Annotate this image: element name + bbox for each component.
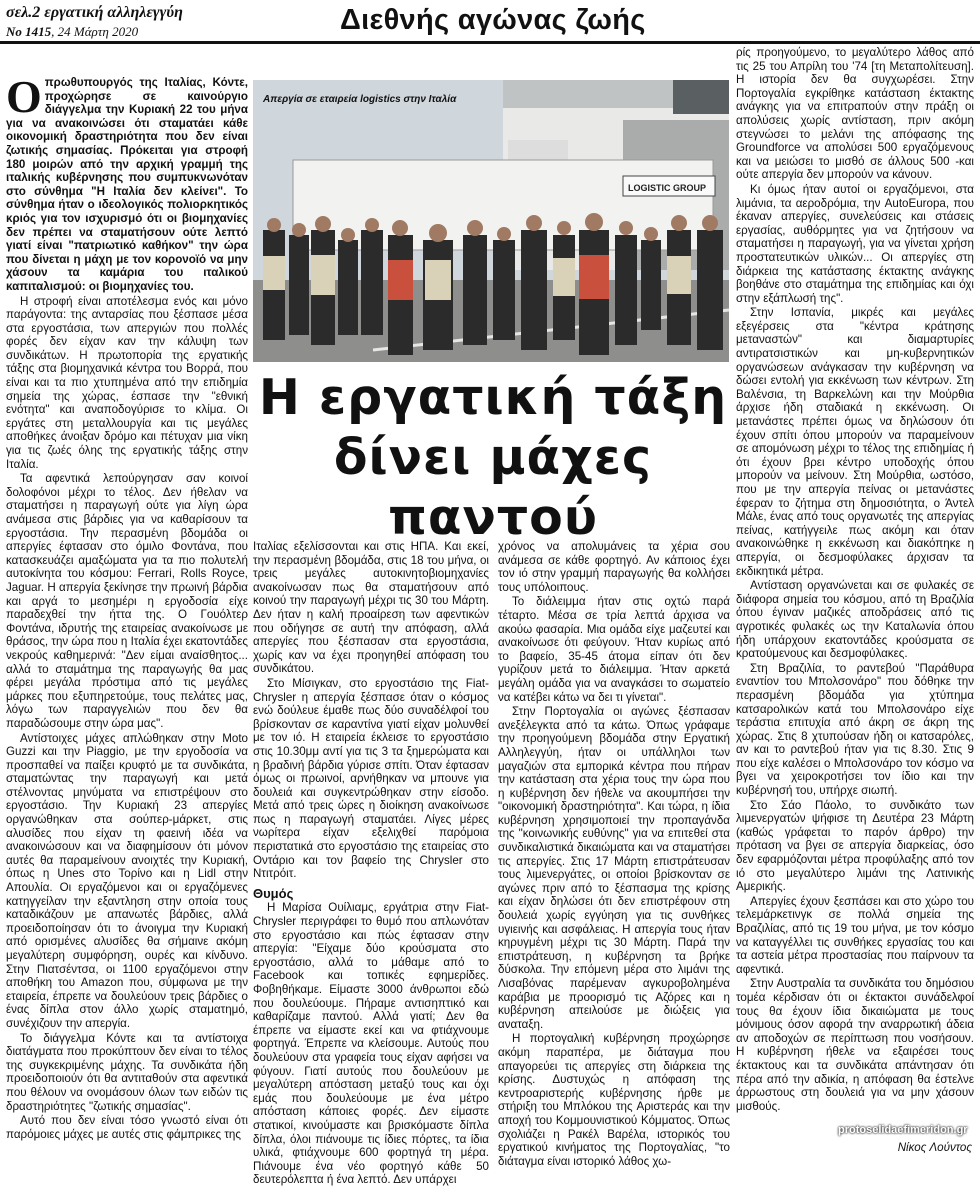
issue-date: , 24 Μάρτη 2020 bbox=[51, 24, 139, 39]
paragraph: Ιταλίας εξελίσσονται και στις ΗΠΑ. Και εκεί, την περασμένη βδομάδα, στις 18 του μήνα, οι τρεις μεγάλες αυτοκινητοβιομηχανίες ανακοίνωσαν πως θα σταματήσουν από κοινού την παραγωγή μέχρι τις 30 του Μάρτη. Δεν ήταν η καλή προαίρεση των αφεντικών που οδήγησε σε αυτή την απόφαση, αλλά απεργίες που ξέσπασαν στα εργοστάσια, χωρίς καν να έχει προηγηθεί απόφαση του συνδικάτου. bbox=[253, 540, 489, 676]
paragraph: Στο Σάο Πάολο, το συνδικάτο των λιμενεργατών ψήφισε τη Δευτέρα 23 Μάρτη (καθώς γράφεται το παρόν άρθρο) την πρόταση να βγει σε απεργία διαρκείας, όσο δεν εφαρμόζονται μέτρα προφύλαξης από τον ιό στο μεγαλύτερο λιμάνι της Λατινικής Αμερικής. bbox=[736, 798, 974, 894]
paragraph: Η στροφή είναι αποτέλεσμα ενός και μόνο παράγοντα: της ανταρσίας που ξέσπασε μέσα στα εργοστάσια, των απεργιών που πολλές φορές δεν είχαν καν την κάλυψη των συνδικάτων. Η πρωτοπορία της εργατικής τάξης στα βιομηχανικά κέντρα του Βορρά, που είναι και τα πιο χτυπημένα από την επιδημία σημεία της χώρας, έσπασε την "εθνική ενότητα" και αναποδογύρισε το κλίμα. Οι εργάτες στη μεταλλουργία και τις μεγάλες αποθήκες άνοιξαν δρόμο και πέτυχαν μια νίκη για τις ζωές όλης της εργατικής τάξης στην Ιταλία. bbox=[6, 294, 248, 471]
paragraph: χρόνος να απολυμάνεις τα χέρια σου ανάμεσα σε κάθε φορτηγό. Αν κάποιος έχει τον ιό στην γραμμή παραγωγής θα κολλήσει τους υπόλοιπους. bbox=[498, 540, 730, 594]
drop-cap: Ο bbox=[6, 71, 42, 122]
section-title: Διεθνής αγώνας ζωής bbox=[340, 4, 646, 36]
article-column-3 bbox=[498, 540, 730, 1168]
page-number: σελ.2 bbox=[6, 4, 41, 21]
article-photo bbox=[253, 80, 729, 362]
paragraph: Η Μαρίσα Ουίλιαμς, εργάτρια στην Fiat-Chrysler περιγράφει το θυμό που απλωνόταν στο εργοστάσιο και πώς έφτασαν στην απεργία: "Είχαμε δύο κρούσματα στο εργοστάσιο, αλλά το μάθαμε από το Facebook και τοπικές εφημερίδες. Φοβηθήκαμε. Είμαστε 3000 άνθρωποι εδώ που δουλεύουμε. Πήραμε αντισηπτικό και καθαρίζαμε παντού. Αλλά γιατί; Δεν θα έπρεπε να είμαστε εκεί και να φτιάχνουμε φορτηγά. Έπρεπε να κλείσουμε. Αυτούς που δουλεύουν στα γραφεία τους είχαν αφήσει να φύγουν. Γιατί αυτούς που δουλεύουν με μεγαλύτερη απόσταση μεταξύ τους και όχι εμάς που δουλεύουμε με ένα μέτρο απόσταση κάποιες φορές. Δεν είμαστε στατικοί, κινούμαστε και βρισκόμαστε δίπλα δίπλα, όλοι πιάνουμε τις ίδιες πόρτες, τα ίδια υλικά, φτιάχνουμε 600 φορτηγά τη μέρα. Πιάνουμε ένα νέο φορτηγό κάθε 50 δευτερόλεπτα ή ένα λεπτό. Δεν υπάρχει bbox=[253, 901, 489, 1187]
paragraph: Τα αφεντικά λεπούργησαν σαν κοινοί δολοφόνοι μέχρι το τέλος. Δεν ήθελαν να σταματήσει η παραγωγή ούτε για λίγη ώρα ανάμεσα στις βάρδιες για να καθαρίσουν τα εργοστάσια. Την περασμένη βδομάδα οι απεργίες έφτασαν στο όμιλο Φοντάνα, που κατασκευάζει αμαξώματα για τα πιο πολυτελή αυτοκίνητα του κόσμου: Ferrari, Rolls Royce, Jaguar. Η απεργία ξεκίνησε την πρωινή βάρδια και αργά το μεσημέρι η εργοδοσία είχε παραδεχθεί την ήττα της. Ο Γουόλτερ Φοντάνα, ιδρυτής της εταιρείας ανακοίνωσε με θράσος, την ώρα που η Ιταλία έχει εκατοντάδες νεκρούς καθημερινά: "Δεν είμαι αναίσθητος... αλλά το σταμάτημα της παραγωγής θα μας φέρει μεγάλα πρόστιμα από τις μεγάλες μάρκες που εξυπηρετούμε, τους πελάτες μας, λόγω των παραγγελιών που δεν θα παραδώσουμε στην ώρα μας". bbox=[6, 472, 248, 730]
watermark: protoselidaefimeridon.gr bbox=[838, 1124, 968, 1136]
article-column-2 bbox=[253, 540, 489, 1187]
paragraph: Στην Πορτογαλία οι αγώνες ξέσπασαν ανεξέλεγκτα από τα κάτω. Όπως γράφαμε την προηγούμενη βδομάδα στην Εργατική Αλληλεγγύη, ήταν οι υπάλληλοι των μαγαζιών στα εμπορικά κέντρα που πήραν την κατάσταση στα χέρια τους την ώρα που η κυβέρνηση δεν ήθελε να ακουμπήσει την "οικονομική δραστηριότητα". Και τώρα, η ίδια κυβέρνηση χρησιμοποιεί την προπαγάνδα της "κοινωνικής ευθύνης" για να επιτεθεί στα συνδικαλιστικά δικαιώματα και να σταματήσει τις απεργίες. Στις 17 Μάρτη επιστράτευσαν τους λιμενεργάτες, οι οποίοι βρίσκονταν σε αγώνες πριν από το ξέσπασμα της κρίσης και είχαν δηλώσει ότι δεν επιστρέφουν στη δουλειά χωρίς εγγύηση για τις συνθήκες υγιεινής και ασφάλειας. Η απεργία τους ήταν κηρυγμένη μέχρι τις 30 Μάρτη. Παρά την επιστράτευση, η κυβέρνηση τα βρήκε δύσκολα. Την επόμενη μέρα στο λιμάνι της Λισαβόνας παρέμεναν αγκυροβολημένα καράβια με προορισμό τις Αζόρες και η κυβέρνηση απειλούσε με διώξεις για αναταξη. bbox=[498, 705, 730, 1031]
photo-caption: Απεργία σε εταιρεία logistics στην Ιταλία bbox=[263, 94, 457, 105]
paragraph: Το διάγγελμα Κόντε και τα αντίστοιχα διατάγματα που προκύπτουν δεν είναι το τέλος της συγκεκριμένης μάχης. Τα συνδικάτα ήδη προειδοποιούν ότι θα αντιταθούν στα αφεντικά που θέλουν να ονομάσουν όλων των ειδών τις δραστηριότητες "ζωτικής σημασίας". bbox=[6, 1031, 248, 1113]
lead-text: πρωθυπουργός της Ιταλίας, Κόντε, προχώρησε σε καινούργιο διάγγελμα την Κυριακή 22 του μήνα για να ανακοινώσει ότι σταματάει κάθε οικονομική δραστηριότητα που δεν είναι ζωτικής σημασίας. Πρόκειται για στροφή 180 μοιρών από την αρχική γραμμή της ιταλικής κυβέρνησης που συμπυκνωνόταν στο σύνθημα "Η Ιταλία δεν κλείνει". Το σύνθημα ήταν ο ιδεολογικός πολιορκητικός κριός για τον ισχυρισμό ότι οι βιομηχανίες δεν πρέπει να σταματήσουν ούτε λεπτό γιατί είναι "πατριωτικό καθήκον" την ώρα που δίνεται η μάχη με τον κορονοϊό να μην χάσουν τα καμάρια του ιταλικού καπιταλισμού: οι βιομηχανίες του. bbox=[6, 76, 248, 293]
subheading: Θυμός bbox=[253, 885, 294, 901]
paragraph: Στην Αυστραλία τα συνδικάτα του δημόσιου τομέα κέρδισαν ότι οι έκτακτοι συνάδελφοί τους θα έχουν ίδια δικαιώματα με τους μόνιμους όσον αφορά την αναρρωτική άδεια αν αποδοχών σε περίπτωση που νοσήσουν. Η κυβέρνηση ήθελε να εξαιρέσει τους έκτακτους και τα συνδικάτα απάντησαν ότι πέρα από την αδικία, η απόφαση θα έστελνε άρρωστους στη δουλειά για να μην χάσουν μισθούς. bbox=[736, 977, 974, 1113]
issue-number: Νο 1415 bbox=[6, 24, 52, 39]
paragraph: Αυτό που δεν είναι τόσο γνωστό είναι ότι παρόμοιες μάχες με αυτές στις φάμπρικες της bbox=[6, 1114, 248, 1141]
article-column-1 bbox=[6, 71, 248, 1152]
paragraph: Στην Ισπανία, μικρές και μεγάλες εξεγέρσεις στα "κέντρα κράτησης μεταναστών" και διαμαρτυρίες αντιρατσιστικών και μη-κυβερνητικών οργανώσεων ανάγκασαν την κυβέρνηση να δώσει εντολή για εκκένωση των κέντρων. Στη Βαλένσια, τη Βαρκελώνη και την Μούρθια άρχισε ήδη σταδιακά η εκκένωση. Οι μετανάστες πρέπει όμως να δηλώσουν ότι έχουν σπίτι όπου μπορούν να παραμείνουν σε απομόνωση μέχρι το τέλος της επιδημίας ή ότι έχουν βρει κέντρο υποδοχής όπου μπορούν να μείνουν. Στη Μούρθια, ωστόσο, που με την απεργία πείνας οι μετανάστες έφεραν το ζήτημα στη δημοσιότητα, ο Άντελ Μάλε, ένας από τους οργανωτές της απεργίας πείνας, κατήγγειλε πως ακόμη και όταν ανακοινώθηκε η εκκένωση και διακόπηκε η απεργία, οι δεσμοφύλακες άρχισαν τα εκδικητικά μέτρα. bbox=[736, 306, 974, 578]
article-column-4 bbox=[736, 46, 974, 1140]
paragraph: ρίς προηγούμενο, το μεγαλύτερο λάθος από τις 25 του Απρίλη του '74 [τη Μεταπολίτευση]. Η ιστορία δεν θα συγχωρέσει. Στην Πορτογαλία εγκρίθηκε κατάσταση έκτακτης ανάγκης για να επιτραπούν στην πράξη οι απολύσεις χωρίς αντίσταση, πριν ακόμη στεγνώσει το μελάνι της απόφασης της Groundforce να απολύσει 500 εργαζόμενους και να μειώσει το μισθό σε άλλους 500 -και ούτε απεργία δεν μπορούν να κάνουν. bbox=[736, 46, 974, 182]
paragraph: Κι όμως ήταν αυτοί οι εργαζόμενοι, στα λιμάνια, τα αεροδρόμια, την AutoEuropa, που έκαναν απεργίες, συνελεύσεις και στάσεις εργασίας, αυθόρμητες για να ζητήσουν να σταματήσει η παραγωγή, για να γίνεται χρήση προστατευτικών υλικών... Οι απεργίες στη διάρκεια της κατάστασης έκτακτης ανάγκης βοηθάνε στο σταμάτημα της επιδημίας και όχι στην εξάπλωσή της". bbox=[736, 182, 974, 305]
paper-name: εργατική αλληλεγγύη bbox=[44, 4, 183, 21]
truck-logo: LOGISTIC GROUP bbox=[628, 183, 707, 193]
masthead-left bbox=[6, 4, 183, 40]
masthead bbox=[0, 0, 980, 44]
paragraph: Στο Μίσιγκαν, στο εργοστάσιο της Fiat-Chrysler η απεργία ξέσπασε όταν ο κόσμος ενώ δούλευε έμαθε πως δύο συναδέλφοί του βρίσκονταν σε καραντίνα γιατί είχαν μολυνθεί με τον ιό. Η εταιρεία έκλεισε το εργοστάσιο στις 10.30μμ αντί για τις 3 τα ξημερώματα και η βραδινή βάρδια γύρισε σπίτι. Όταν έφτασαν όμως οι πρωινοί, αρνήθηκαν να μπουνε για δουλειά και συγκεντρώθηκαν στην είσοδο. Μετά από τρεις ώρες η διοίκηση ανακοίνωσε πως η παραγωγή σταματάει. Λίγες μέρες νωρίτερα είχαν εξελιχθεί παρόμοια περιστατικά στο εργοστάσιο της εταιρείας στο Οντάριο και τον βαφείο της Chrysler στο Ντιτρόιτ. bbox=[253, 676, 489, 881]
paragraph: Το διάλειμμα ήταν στις οχτώ παρά τέταρτο. Μέσα σε τρία λεπτά άρχισα να ακούω φασαρία. Μια ομάδα είχε μαζευτεί και ανακοίνωσε ότι φεύγουν. Ήταν κυρίως από το βαφείο, 35-45 άτομα είπαν ότι δεν γυρίζουν μετά το διάλειμμα. Ήταν αρκετά μεγάλη ομάδα για να αναγκάσει το σωματείο να κατέβει κάτω να δει τι γίνεται". bbox=[498, 595, 730, 704]
paragraph: Στη Βραζιλία, το ραντεβού "Παράθυρα εναντίον του Μπολσονάρο" που δόθηκε την περασμένη βδομάδα για χτύπημα κατσαρολικών κατά του Μπολσονάρο είχε τεράστια επιτυχία από άκρη σε άκρη της χώρας. Στις 8 χτυπούσαν ήδη οι κατσαρόλες, αν και το ραντεβού ήταν για τις 8.30. Στις 9 που είχε καλέσει ο Μπολσονάρο τον κόσμο να βγει να χειροκροτήσει τον ίδιο και την κυβέρνησή του, υπήρχε σιωπή. bbox=[736, 661, 974, 798]
strike-photo-illustration bbox=[253, 80, 729, 362]
byline: Νίκος Λούντος bbox=[897, 1141, 972, 1154]
article-headline: Η εργατική τάξη δίνει μάχες παντού bbox=[258, 369, 728, 546]
paragraph: Αντίσταση οργανώνεται και σε φυλακές σε διάφορα σημεία του κόσμου, από τη Βραζιλία όπου έγιναν μαζικές αποδράσεις από τις αγροτικές φυλακές ως την Καταλωνία όπου ήδη υπάρχουν εκατοντάδες κρούσματα σε κρατούμενους και δεσμοφύλακες. bbox=[736, 579, 974, 661]
paragraph: Αντίστοιχες μάχες απλώθηκαν στην Moto Guzzi και την Piaggio, με την εργοδοσία να προσπαθεί να παίξει κρυφτό με τα συνδικάτα, σταματώντας την παραγωγή και μετά στέλνοντας μηνύματα να επιστρέψουν στο εργοστάσιο. Την Κυριακή 23 απεργίες οργανώθηκαν στα σούπερ-μάρκετ, στις αλυσίδες που είχαν τη φαεινή ιδέα να ανακοινώσουν και να διαφημίσουν ότι μόνον αυτές θα παραμείνουν ανοιχτές την Κυριακή, όπως η Unes στο Τορίνο και η Lidl στην Απουλία. Οι εργαζόμενοι και οι εργαζόμενες κατηγγείλαν την εξαντληση στην οποία τους καταδικάζουν με απανωτές βάρδιες, αλλά προειδοποίησαν ότι το άνοιγμα την Κυριακή από ορισμένες αλυσίδες θα σήμαινε ακόμη μεγαλύτερη συμφόρηση, ουρές και κίνδυνο. Στην Πιατσέντσα, οι 1100 εργαζόμενοι στην αποθήκη του Amazon που, σύμφωνα με την εταιρεία, έπρεπε να δουλεύουν τρεις βάρδιες ο ένας δίπλα στον άλλο χωρίς σταματημό, συνέχιζουν την απεργία. bbox=[6, 731, 248, 1030]
paragraph: Απεργίες έχουν ξεσπάσει και στο χώρο του τελεμάρκετινγκ σε πολλά σημεία της Βραζιλίας, από τις 19 του μήνα, με τον κόσμο να καταγγέλλει τις συνθήκες εργασίας του και τα αστεία μέτρα προστασίας που παίρνουν τα αφεντικά. bbox=[736, 894, 974, 976]
paragraph: Η πορτογαλική κυβέρνηση προχώρησε ακόμη παραπέρα, με διάταγμα που απαγορεύει τις απεργίες στη διάρκεια της κρίσης. Δυστυχώς η απόφαση της κεντροαριστερής κυβέρνησης ήρθε με στήριξη του Μπλόκου της Αριστεράς και την αποχή του Κομμουνιστικού Κόμματος. Όπως σχολιάζει η Ρακέλ Βαρέλα, ιστορικός του εργατικού κινήματος της Πορτογαλίας, "το διάταγμα είναι ιστορικό λάθος χω- bbox=[498, 1032, 730, 1168]
lead-paragraph bbox=[6, 71, 248, 294]
